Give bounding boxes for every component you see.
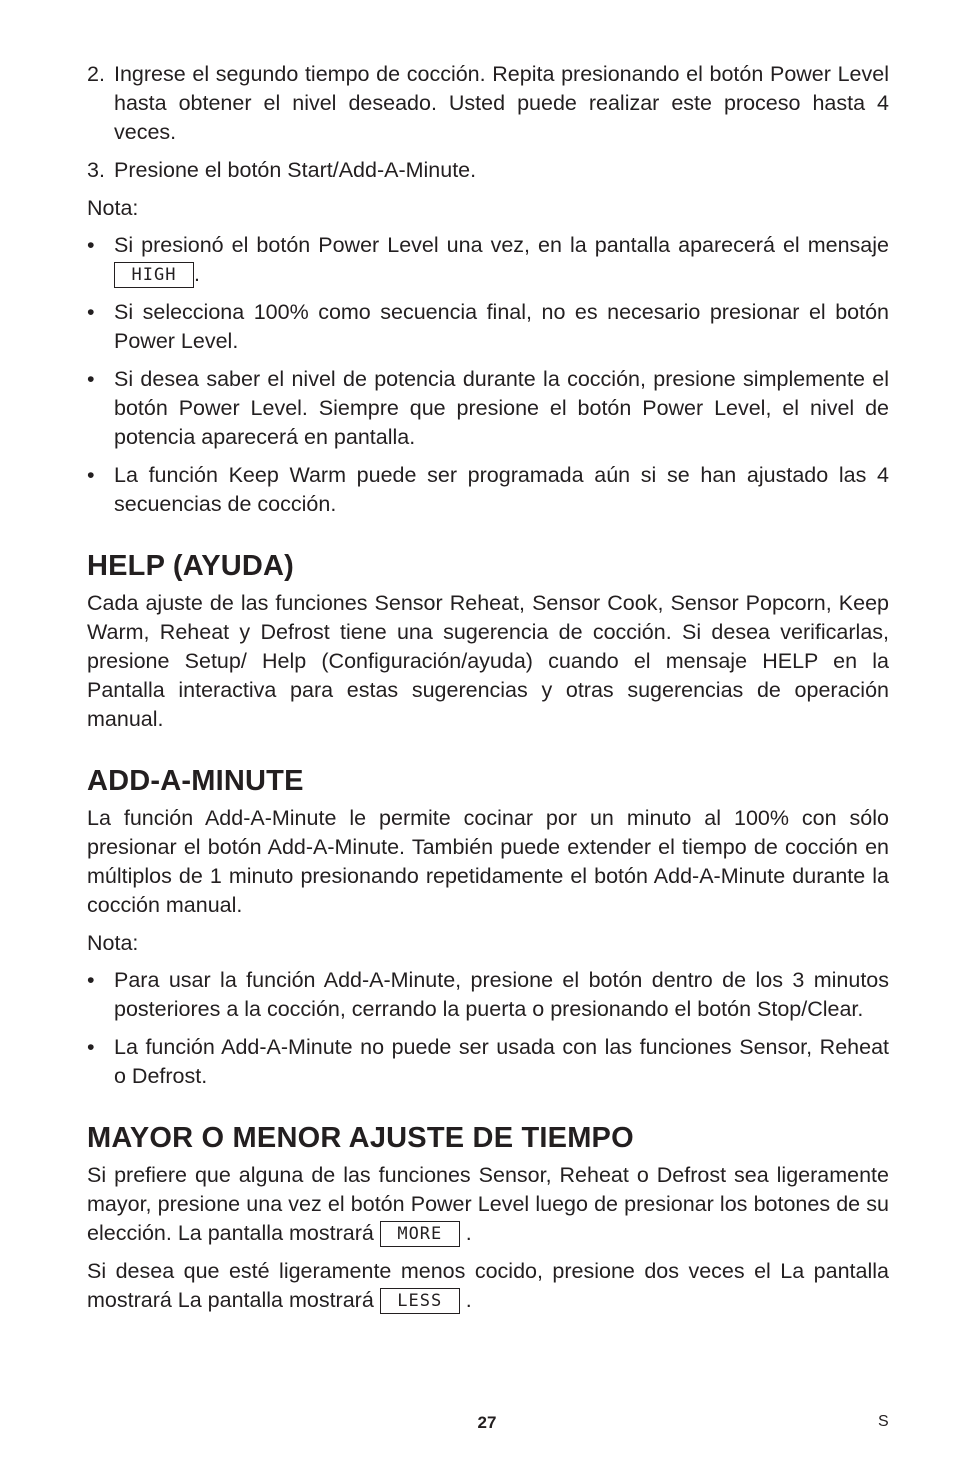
- paragraph-text-end: .: [459, 1288, 472, 1312]
- language-mark: S: [878, 1413, 889, 1430]
- add-a-minute-heading: ADD-A-MINUTE: [87, 765, 304, 797]
- bullet-text: Para usar la función Add-A-Minute, presione el botón dentro de los 3 minutos posteriores a la cocción, cerrando la puerta o presionando el botón Stop/Clear.: [114, 968, 889, 1021]
- nota-label: Nota:: [87, 196, 139, 220]
- bullet-text: Si desea saber el nivel de potencia durante la cocción, presione simplemente el botón Power Level. Siempre que presione el botón Power Level, el nivel de potencia aparecerá en pantalla.: [114, 367, 889, 449]
- bullet-item: [87, 966, 889, 1024]
- help-heading: HELP (AYUDA): [87, 550, 295, 582]
- bullet-text-end: .: [194, 262, 200, 286]
- mayor-menor-paragraph-1: [87, 1161, 889, 1248]
- steps-list: [87, 60, 889, 185]
- step-text: Ingrese el segundo tiempo de cocción. Repita presionando el botón Power Level hasta obtener el nivel deseado. Usted puede realizar este proceso hasta 4 veces.: [114, 62, 889, 144]
- step-item: [87, 156, 889, 185]
- step-number: 3.: [87, 158, 105, 182]
- bullet-text: Si selecciona 100% como secuencia final, no es necesario presionar el botón Power Level.: [114, 300, 889, 353]
- bullet-icon: •: [87, 300, 95, 324]
- add-a-minute-body: La función Add-A-Minute le permite cocinar por un minuto al 100% con sólo presionar el botón Add-A-Minute. También puede extender el tiempo de cocción en múltiplos de 1 minuto presionando repetidamente el botón Add-A-Minute durante la cocción manual.: [87, 806, 889, 917]
- help-body: Cada ajuste de las funciones Sensor Reheat, Sensor Cook, Sensor Popcorn, Keep Warm, Reheat y Defrost tiene una sugerencia de cocción. Si desea verificarlas, presione Setup/ Help (Configuración/ayuda) cuando el mensaje HELP en la Pantalla interactiva para estas sugerencias y otras sugerencias de operación manual.: [87, 591, 889, 731]
- bullet-icon: •: [87, 233, 95, 257]
- step-text: Presione el botón Start/Add-A-Minute.: [114, 158, 477, 182]
- bullet-icon: •: [87, 463, 95, 487]
- bullet-text: Si presionó el botón Power Level una vez, en la pantalla aparecerá el mensaje: [114, 233, 889, 257]
- bullet-item: [87, 461, 889, 519]
- bullet-text: La función Add-A-Minute no puede ser usada con las funciones Sensor, Reheat o Defrost.: [114, 1035, 889, 1088]
- mayor-menor-paragraph-2: [87, 1257, 889, 1315]
- bullet-icon: •: [87, 367, 95, 391]
- add-a-minute-bullets: [87, 966, 889, 1091]
- bullet-icon: •: [87, 968, 95, 992]
- bullet-item: [87, 1033, 889, 1091]
- nota-label: Nota:: [87, 931, 139, 955]
- page-number: 27: [477, 1413, 497, 1432]
- paragraph-text-end: .: [459, 1221, 472, 1245]
- nota-bullets: [87, 231, 889, 519]
- bullet-item: [87, 365, 889, 452]
- display-less-indicator: LESS: [380, 1288, 460, 1314]
- mayor-menor-heading: MAYOR O MENOR AJUSTE DE TIEMPO: [87, 1122, 634, 1154]
- paragraph-text: Si prefiere que alguna de las funciones Sensor, Reheat o Defrost sea ligeramente mayor, presione una vez el botón Power Level luego de presionar los botones de su elección. La pantalla mostrará: [87, 1163, 889, 1245]
- bullet-text: La función Keep Warm puede ser programada aún si se han ajustado las 4 secuencias de cocción.: [114, 463, 889, 516]
- display-high-indicator: HIGH: [114, 262, 194, 288]
- step-number: 2.: [87, 62, 105, 86]
- bullet-icon: •: [87, 1035, 95, 1059]
- paragraph-text: Si desea que esté ligeramente menos cocido, presione dos veces el La pantalla mostrará La pantalla mostrará: [87, 1259, 889, 1312]
- bullet-item: [87, 298, 889, 356]
- step-item: [87, 60, 889, 147]
- bullet-item: [87, 231, 889, 289]
- page-content: [87, 60, 889, 1315]
- display-more-indicator: MORE: [380, 1221, 460, 1247]
